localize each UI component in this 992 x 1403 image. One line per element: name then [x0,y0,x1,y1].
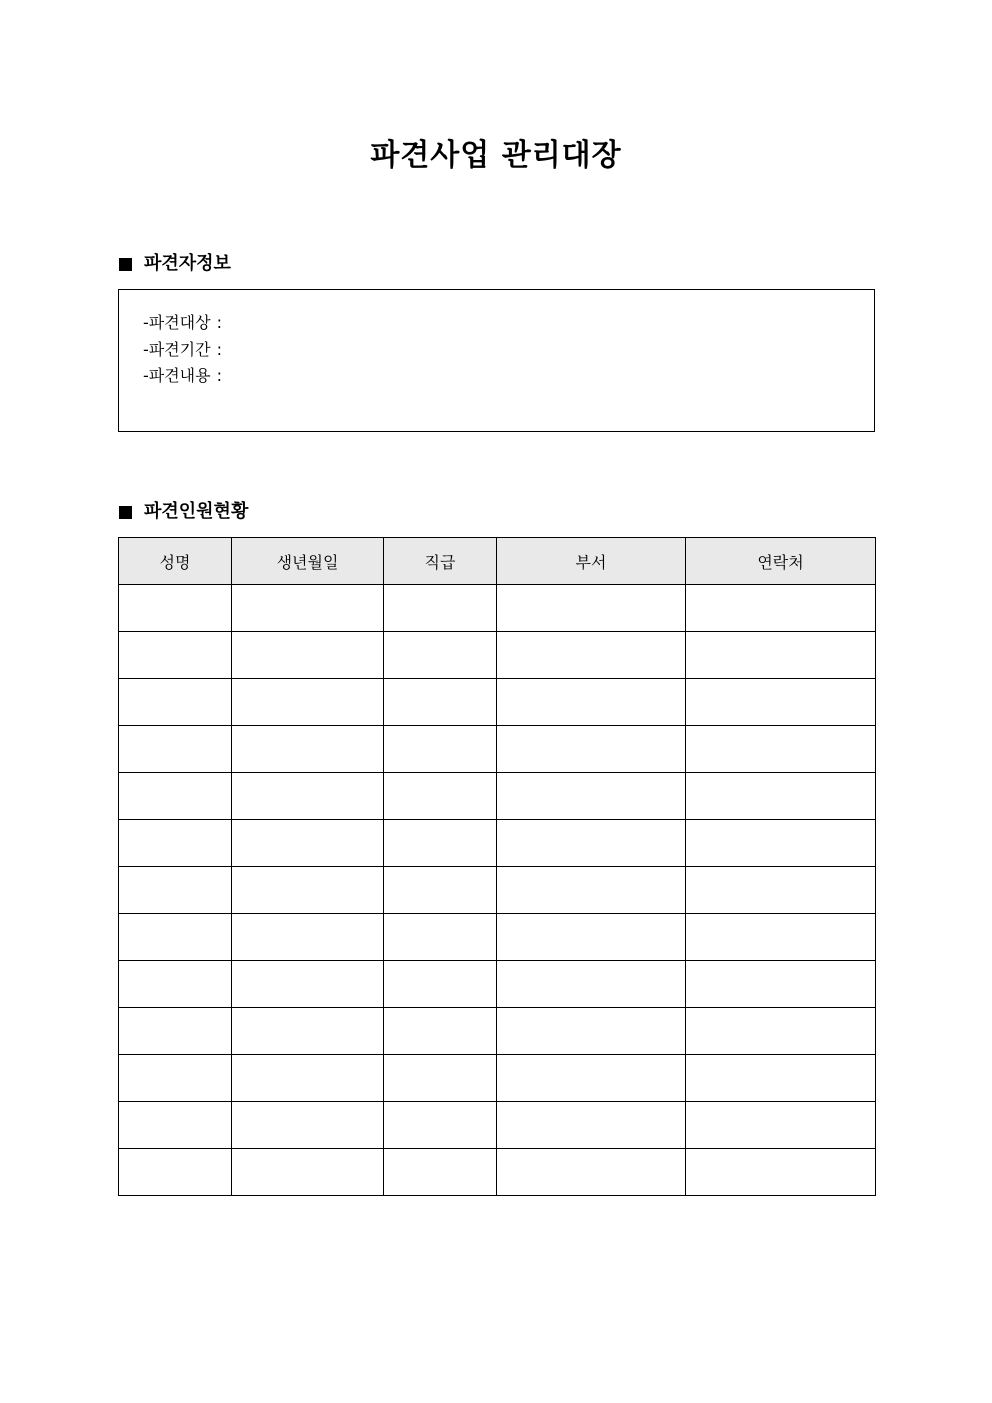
cell-birthdate[interactable] [232,961,384,1008]
cell-name[interactable] [119,1102,232,1149]
info-line-target [143,310,222,337]
cell-department[interactable] [497,773,686,820]
table-row [119,1102,876,1149]
column-header-birthdate: 생년월일 [232,538,384,585]
cell-birthdate[interactable] [232,1008,384,1055]
cell-department[interactable] [497,726,686,773]
cell-contact[interactable] [686,1008,876,1055]
cell-name[interactable] [119,820,232,867]
cell-birthdate[interactable] [232,585,384,632]
cell-birthdate[interactable] [232,726,384,773]
table-row [119,679,876,726]
document-title: 파견사업 관리대장 [370,138,622,173]
dispatch-info-lines [143,310,222,390]
cell-contact[interactable] [686,961,876,1008]
cell-birthdate[interactable] [232,1149,384,1196]
black-square-bullet-icon [119,506,132,519]
cell-name[interactable] [119,726,232,773]
cell-position[interactable] [384,1008,497,1055]
cell-birthdate[interactable] [232,914,384,961]
cell-position[interactable] [384,961,497,1008]
cell-contact[interactable] [686,1055,876,1102]
cell-name[interactable] [119,961,232,1008]
info-line-period [143,337,222,364]
table-row [119,773,876,820]
cell-contact[interactable] [686,585,876,632]
table-header-row [119,538,876,585]
cell-name[interactable] [119,914,232,961]
cell-contact[interactable] [686,1149,876,1196]
table-row [119,961,876,1008]
cell-contact[interactable] [686,914,876,961]
cell-department[interactable] [497,961,686,1008]
info-colon: : [216,339,222,359]
cell-name[interactable] [119,585,232,632]
cell-contact[interactable] [686,820,876,867]
cell-birthdate[interactable] [232,820,384,867]
info-label: -파견기간 [143,339,211,359]
cell-department[interactable] [497,1008,686,1055]
dispatch-info-box [118,289,875,432]
cell-position[interactable] [384,632,497,679]
info-colon: : [216,313,222,332]
info-line-content [143,363,222,390]
cell-position[interactable] [384,820,497,867]
cell-position[interactable] [384,1055,497,1102]
cell-position[interactable] [384,1149,497,1196]
info-label: -파견대상 [143,313,211,332]
cell-contact[interactable] [686,1102,876,1149]
section-heading-label: 파견자정보 [144,253,231,274]
section-heading-dispatch-info [119,252,231,276]
cell-position[interactable] [384,867,497,914]
table-row [119,820,876,867]
cell-position[interactable] [384,773,497,820]
section-heading-staff-status [119,500,248,524]
cell-department[interactable] [497,585,686,632]
cell-birthdate[interactable] [232,773,384,820]
table-row [119,1008,876,1055]
cell-name[interactable] [119,1055,232,1102]
cell-name[interactable] [119,1149,232,1196]
table-row [119,914,876,961]
cell-department[interactable] [497,1149,686,1196]
staff-table [118,537,876,1196]
column-header-department: 부서 [497,538,686,585]
cell-position[interactable] [384,726,497,773]
info-colon: : [216,366,222,385]
cell-birthdate[interactable] [232,1102,384,1149]
table-row [119,632,876,679]
cell-name[interactable] [119,679,232,726]
cell-department[interactable] [497,1055,686,1102]
cell-position[interactable] [384,914,497,961]
info-label: -파견내용 [143,366,211,385]
cell-birthdate[interactable] [232,867,384,914]
cell-name[interactable] [119,867,232,914]
cell-contact[interactable] [686,773,876,820]
section-heading-label: 파견인원현황 [144,501,249,522]
cell-name[interactable] [119,773,232,820]
cell-department[interactable] [497,914,686,961]
table-row [119,726,876,773]
cell-position[interactable] [384,585,497,632]
cell-contact[interactable] [686,679,876,726]
column-header-position: 직급 [384,538,497,585]
cell-contact[interactable] [686,867,876,914]
table-row [119,585,876,632]
cell-position[interactable] [384,679,497,726]
column-header-name: 성명 [119,538,232,585]
cell-name[interactable] [119,632,232,679]
table-row [119,1149,876,1196]
table-row [119,867,876,914]
cell-department[interactable] [497,632,686,679]
cell-position[interactable] [384,1102,497,1149]
cell-contact[interactable] [686,726,876,773]
cell-birthdate[interactable] [232,632,384,679]
cell-department[interactable] [497,1102,686,1149]
table-body [119,585,876,1196]
cell-department[interactable] [497,679,686,726]
cell-birthdate[interactable] [232,679,384,726]
cell-birthdate[interactable] [232,1055,384,1102]
cell-name[interactable] [119,1008,232,1055]
table-row [119,1055,876,1102]
column-header-contact: 연락처 [686,538,876,585]
cell-department[interactable] [497,820,686,867]
cell-contact[interactable] [686,632,876,679]
black-square-bullet-icon [119,258,132,271]
cell-department[interactable] [497,867,686,914]
